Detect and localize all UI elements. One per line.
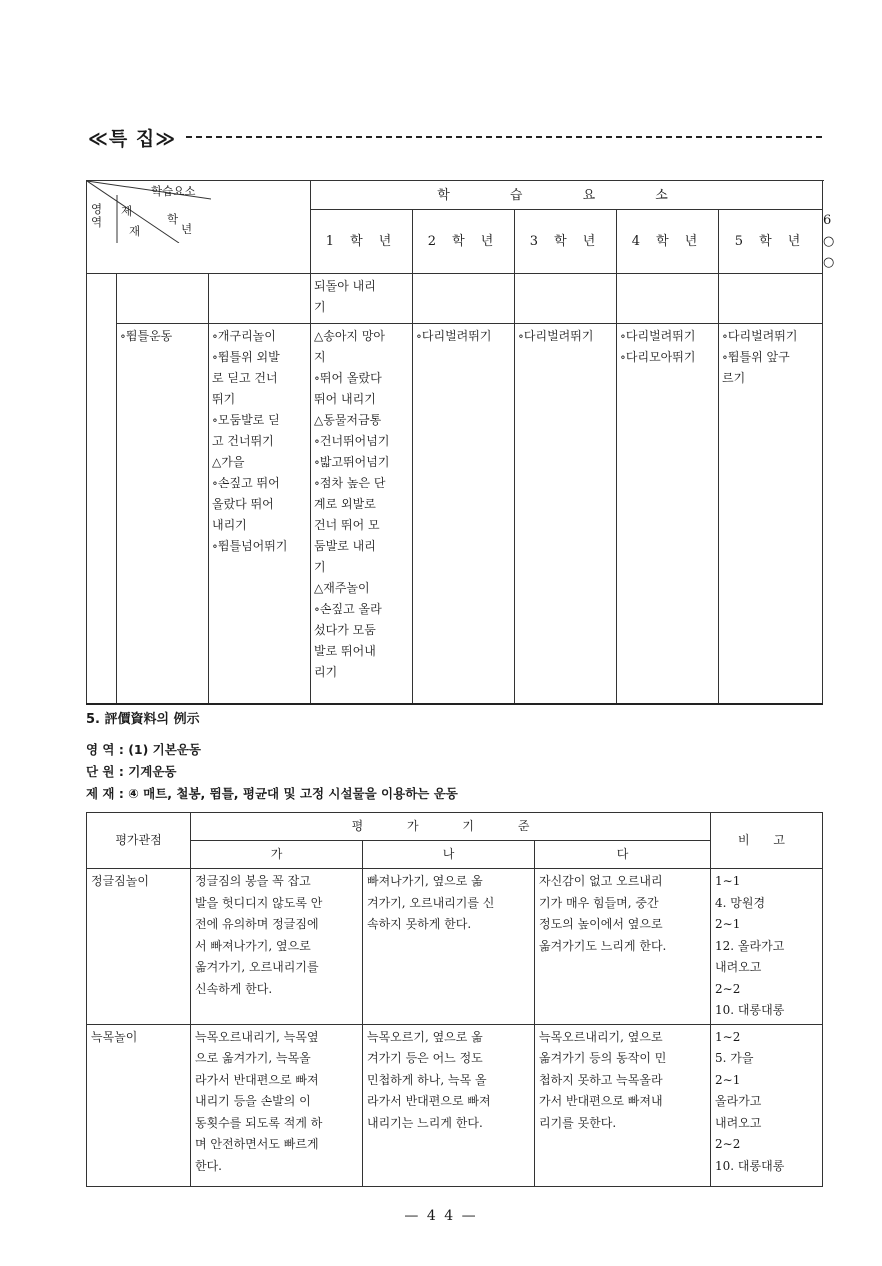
grade5-cell-r1 — [617, 274, 719, 324]
remark-cell: 1∼1 4. 망원경 2∼1 12. 올라가고 내려오고 2∼2 10. 대롱대롱 — [711, 869, 823, 1025]
criteria-da-cell: 늑목오르내리기, 옆으로 옮겨가기 등의 동작이 민 첩하지 못하고 늑목올라 가서 반대편으로 빠져내 리기를 못한다. — [535, 1024, 711, 1186]
diag-label-area: 영 역 — [91, 202, 103, 229]
grade-2-header: 2 학 년 — [413, 210, 515, 274]
diag-label-hak: 학 — [167, 212, 179, 226]
grade-1-header: 1 학 년 — [311, 210, 413, 274]
grade3-cell-vaulting: ∘다리벌려뛰기 — [413, 324, 515, 704]
criteria-da-cell: 자신감이 없고 오르내리 기가 매우 힘들며, 중간 정도의 높이에서 옆으로 옮겨가기도 느리게 한다. — [535, 869, 711, 1025]
material-cell-vaulting: ∘뜀틀운동 — [117, 324, 209, 704]
area-cell — [87, 274, 117, 704]
grade4-cell-vaulting: ∘다리벌려뛰기 — [515, 324, 617, 704]
area-line: 영 역 : (1) 기본운동 — [86, 742, 201, 757]
grade2-cell-r1: 되돌아 내리 기 — [311, 274, 413, 324]
grade-4-header: 4 학 년 — [617, 210, 719, 274]
page-number: — 4 4 — — [404, 1208, 478, 1224]
eval-criteria-header: 평 가 기 준 — [191, 813, 711, 841]
criteria-na-cell: 빠져나가기, 옆으로 옮 겨가기, 오르내리기를 신 속하지 못하게 한다. — [363, 869, 535, 1025]
unit-line: 단 원 : 기계운동 — [86, 764, 177, 779]
learning-elements-header: 학 습 요 소 — [311, 181, 823, 210]
table-row — [87, 1024, 823, 1186]
eval-point-cell: 늑목놀이 — [87, 1024, 191, 1186]
page-header — [88, 120, 822, 150]
grade6-cell-r1 — [719, 274, 823, 324]
grade6-cell-vaulting: ∘다리벌려뛰기 ∘뜀틀위 앞구 르기 — [719, 324, 823, 704]
remark-cell: 1∼2 5. 가을 2∼1 올라가고 내려오고 2∼2 10. 대롱대롱 — [711, 1024, 823, 1186]
criteria-na-header: 나 — [363, 841, 535, 869]
grade3-cell-r1 — [413, 274, 515, 324]
diagonal-header-cell — [87, 181, 311, 274]
table-row — [87, 869, 823, 1025]
material-cell-r1 — [117, 274, 209, 324]
grade-5-header: 5 학 년 — [719, 210, 823, 274]
material-line: 제 재 : ④ 매트, 철봉, 뜀틀, 평균대 및 고정 시설물을 이용하는 운동 — [86, 786, 458, 801]
section-title: ≪특 집≫ — [88, 124, 180, 151]
grade1-cell-vaulting: ∘개구리놀이 ∘뜀틀위 외발 로 딛고 건너 뛰기 ∘모둠발로 딛 고 건너뛰기 △가을 ∘손짚고 뛰어 올랐다 뛰어 내리기 ∘뜀틀넘어뛰기 — [209, 324, 311, 704]
eval-point-cell: 정글짐놀이 — [87, 869, 191, 1025]
criteria-ga-header: 가 — [191, 841, 363, 869]
criteria-ga-cell: 늑목오르내리기, 늑목옆 으로 옮겨가기, 늑목올 라가서 반대편으로 빠져 내리기 등을 손발의 이 동횟수를 되도록 적게 하 며 안전하면서도 빠르게 한다. — [191, 1024, 363, 1186]
criteria-na-cell: 늑목오르기, 옆으로 옮 겨가기 등은 어느 정도 민첩하게 하나, 늑목 올 라가서 반대편으로 빠져 내리기는 느리게 한다. — [363, 1024, 535, 1186]
grade2-cell-vaulting: △송아지 망아 지 ∘뛰어 올랐다 뛰어 내리기 △동물저금통 ∘건너뛰어넘기 ∘밟고뛰어넘기 ∘점차 높은 단 계로 외발로 건너 뛰어 모 둠발로 내리 기 △재주놀이 ∘손짚고 올라 섰다가 모둠 발로 뛰어내 리기 — [311, 324, 413, 704]
remark-header: 비 고 — [711, 813, 823, 869]
section5-heading: 5. 評價資料의 例示 — [86, 712, 200, 727]
eval-point-header: 평가관점 — [87, 813, 191, 869]
criteria-ga-cell: 정글짐의 봉을 꼭 잡고 발을 헛디디지 않도록 안 전에 유의하며 정글짐에 서 빠져나가기, 옆으로 옮겨가기, 오르내리기를 신속하게 한다. — [191, 869, 363, 1025]
learning-elements-table: 학습요소 제 학 재 년 영 역 학 습 요 소 1 학 년 2 학 년 3 학 년 4 학 년 5 학 년 6 ○ ○ 되돌아 내리 기 ∘뜀틀운동 ∘개구리놀이 ∘뜀틀위 외발 로 딛고 건너 뛰기 ∘모둠발로 딛 고 건너뛰기 △가을 ∘손짚고 뛰어 올랐다 뛰어 내리기 ∘뜀틀넘어뛰기 △송아지 망아 지 ∘뛰어 올랐다 뛰어 내리기 △동물저금통 ∘건너뛰어넘기 ∘밟고뛰어넘기 ∘점차 높은 단 계로 외발로 건너 뛰어 모 둠발로 내리 기 △재주놀이 ∘손짚고 올라 섰다가 모둠 발로 뛰어내 리기 ∘다리벌려뛰기 ∘다리벌려뛰기 ∘다리벌려뛰기 ∘다리모아뛰기 ∘다리벌려뛰기 ∘뜀틀위 앞구 르기 — [86, 180, 823, 705]
grade-3-header: 3 학 년 — [515, 210, 617, 274]
diag-label-learning: 학습요소 — [151, 184, 196, 198]
diag-label-jae: 재 — [129, 224, 141, 238]
grade1-cell-r1 — [209, 274, 311, 324]
diag-label-nyeon: 년 — [181, 222, 193, 236]
evaluation-table — [86, 812, 823, 1187]
header-dashed-rule — [186, 136, 822, 138]
criteria-da-header: 다 — [535, 841, 711, 869]
diag-label-je: 제 — [121, 204, 133, 218]
grade4-cell-r1 — [515, 274, 617, 324]
grade5-cell-vaulting: ∘다리벌려뛰기 ∘다리모아뛰기 — [617, 324, 719, 704]
